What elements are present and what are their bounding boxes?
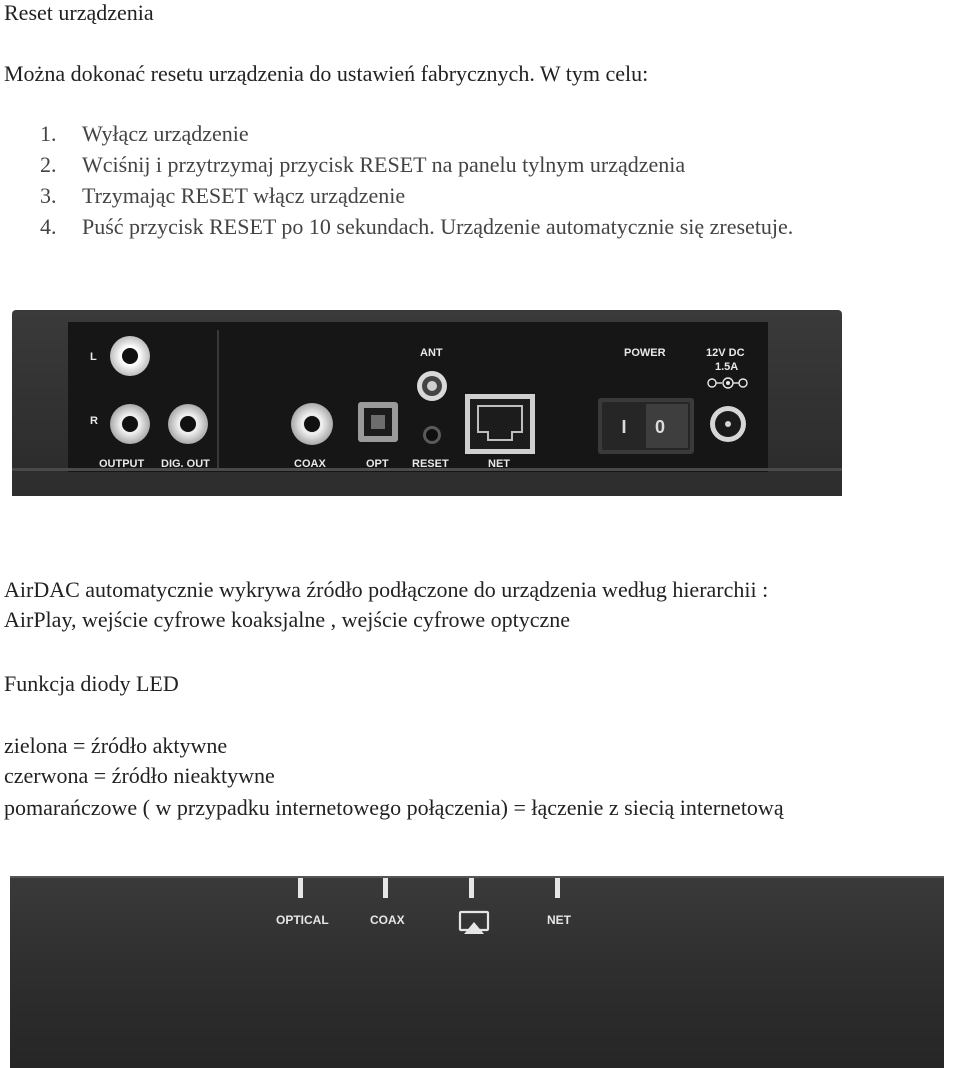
front-panel-image: [0, 868, 960, 1068]
label-opt: OPT: [366, 458, 389, 470]
label-dig-out: DIG. OUT: [161, 458, 210, 470]
label-dc-voltage: 12V DC: [706, 347, 745, 359]
step-item: [40, 152, 685, 178]
coax-jack: [291, 403, 333, 445]
section-title: Reset urządzenia: [4, 0, 154, 25]
led-net: [555, 878, 560, 898]
step-text: Trzymając RESET włącz urządzenie: [82, 183, 406, 208]
led-green-desc: zielona = źródło aktywne: [4, 733, 228, 758]
optical-port: [358, 402, 398, 442]
step-number: 3.: [40, 183, 57, 208]
label-ant: ANT: [420, 347, 443, 359]
step-item: [40, 214, 793, 240]
front-case: [10, 876, 944, 1068]
label-l: L: [90, 351, 97, 363]
switch-off-mark: 0: [654, 417, 666, 437]
step-item: [40, 183, 405, 209]
power-switch[interactable]: [598, 398, 694, 454]
led-red-desc: czerwona = źródło nieaktywne: [4, 763, 275, 788]
antenna-connector: [417, 371, 447, 401]
step-number: 4.: [40, 214, 57, 239]
ethernet-port: [465, 394, 535, 454]
label-net: NET: [488, 458, 510, 470]
label-reset: RESET: [412, 458, 449, 470]
dig-out-jack: [168, 404, 208, 444]
label-optical: OPTICAL: [276, 913, 329, 927]
label-dc-current: 1.5A: [715, 361, 739, 373]
label-r: R: [90, 415, 98, 427]
intro-text: Można dokonać resetu urządzenia do ustawień fabrycznych. W tym celu:: [4, 61, 649, 86]
label-coax: COAX: [294, 458, 326, 470]
led-orange-desc: pomarańczowe ( w przypadku internetowego połączenia) = łączenie z siecią internetową: [4, 795, 784, 820]
step-text: Wyłącz urządzenie: [82, 121, 249, 146]
detect-text-line-1: AirDAC automatycznie wykrywa źródło podłączone do urządzenia według hierarchii :: [4, 577, 769, 602]
led-airplay: [469, 878, 474, 898]
label-output: OUTPUT: [99, 458, 145, 470]
dc-power-jack: [710, 406, 746, 442]
step-number: 2.: [40, 152, 57, 177]
switch-on-mark: I: [621, 417, 627, 437]
case-bottom: [12, 472, 842, 496]
step-item: [40, 121, 249, 147]
reset-button[interactable]: [423, 426, 441, 444]
led-heading: Funkcja diody LED: [4, 671, 179, 696]
step-text: Puść przycisk RESET po 10 sekundach. Urządzenie automatycznie się zresetuje.: [82, 214, 794, 239]
led-coax: [383, 878, 388, 898]
rear-panel-image: [0, 300, 960, 505]
step-text: Wciśnij i przytrzymaj przycisk RESET na panelu tylnym urządzenia: [82, 152, 686, 177]
label-coax-front: COAX: [370, 913, 405, 927]
label-net-front: NET: [547, 913, 571, 927]
rca-right-jack: [110, 404, 150, 444]
label-power: POWER: [624, 347, 666, 359]
rca-left-jack: [110, 336, 150, 376]
step-number: 1.: [40, 121, 57, 146]
detect-text-line-2: AirPlay, wejście cyfrowe koaksjalne , wejście cyfrowe optyczne: [4, 607, 571, 632]
led-optical: [298, 878, 303, 898]
